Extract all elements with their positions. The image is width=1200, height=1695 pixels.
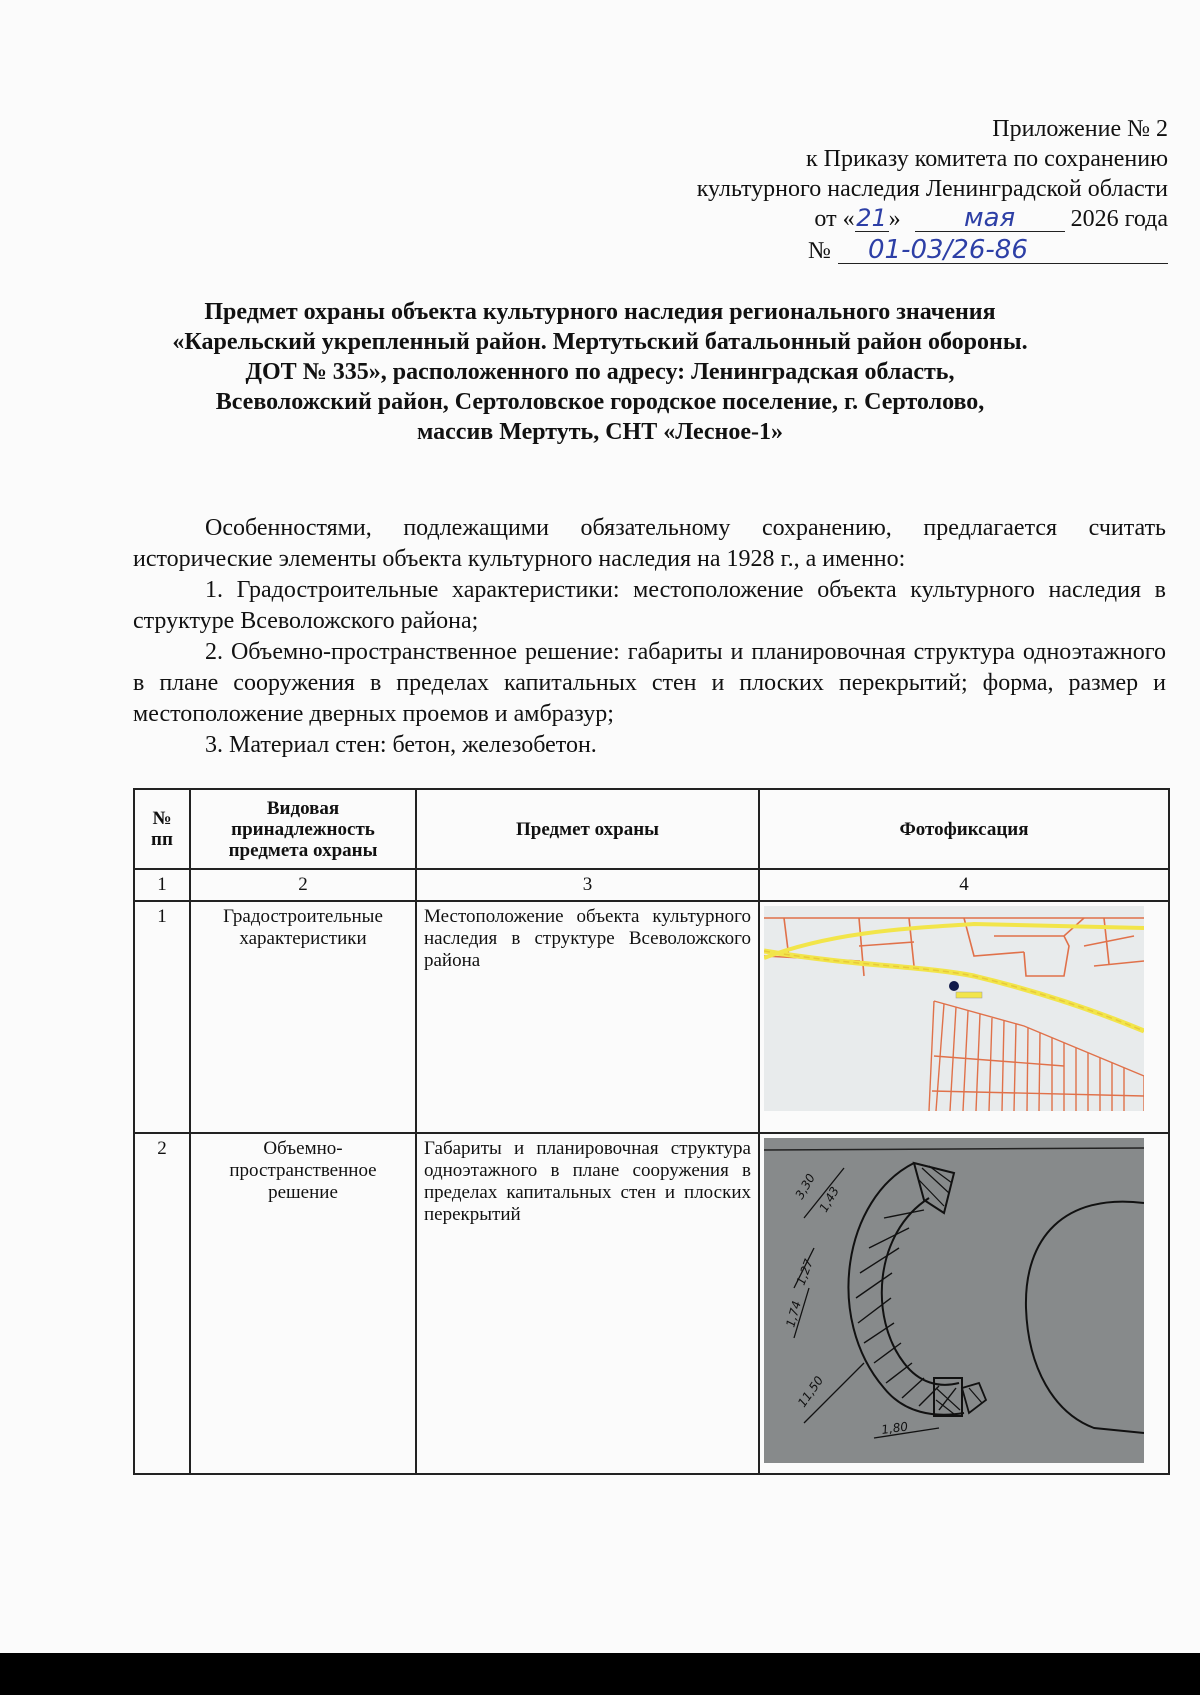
row-number: 1 xyxy=(134,901,190,1133)
dimension-label: 1,74 xyxy=(783,1299,804,1329)
object-location-marker xyxy=(949,981,959,991)
dimension-label: 1,43 xyxy=(816,1184,842,1215)
dimension-label: 1,80 xyxy=(880,1419,909,1437)
row-category: Объемно-пространственное решение xyxy=(190,1133,416,1474)
date-day: 21 xyxy=(856,204,887,232)
date-month: мая xyxy=(915,205,1065,232)
title-line-4: Всеволожский район, Сертоловское городское поселение, г. Сертолово, xyxy=(215,389,985,415)
protection-table xyxy=(133,788,1170,1475)
date-year: 2026 года xyxy=(1070,206,1168,232)
column-number-row xyxy=(134,869,1169,901)
row-category: Градостроительные характеристики xyxy=(190,901,416,1133)
item-3: 3. Материал стен: бетон, железобетон. xyxy=(205,732,597,758)
col-number: 4 xyxy=(759,869,1169,901)
date-mid: » xyxy=(888,206,901,232)
appendix-number: Приложение № 2 xyxy=(992,116,1168,142)
intro-paragraph: Особенностями, подлежащими обязательному сохранению, предлагается считать исторические элементы объекта культурного наследия на 1928 г., а именно: xyxy=(133,515,1166,572)
appendix-committee-line: культурного наследия Ленинградской области xyxy=(696,176,1168,202)
row-number: 2 xyxy=(134,1133,190,1474)
table-header-row xyxy=(134,789,1169,869)
dimension-label: 3,30 xyxy=(792,1171,818,1202)
title-line-5: массив Мертуть, СНТ «Лесное-1» xyxy=(416,419,784,445)
col-number: 2 xyxy=(190,869,416,901)
item-2: 2. Объемно-пространственное решение: габариты и планировочная структура одноэтажного в плане сооружения в пределах капитальных стен и плоских перекрытий; форма, размер и местоположение дверных проемов и амбразур; xyxy=(133,639,1166,727)
item-1: 1. Градостроительные характеристики: местоположение объекта культурного наследия в структуре Всеволожского района; xyxy=(133,577,1166,634)
document-title xyxy=(100,297,1100,447)
number-value: 01-03/26-86 xyxy=(838,237,1168,264)
floor-plan-photo xyxy=(759,1133,1169,1474)
order-number xyxy=(568,236,1168,268)
date-prefix: от « xyxy=(814,206,855,232)
col-number: 1 xyxy=(134,869,190,901)
appendix-header xyxy=(568,114,1168,268)
title-line-3: ДОТ № 335», расположенного по адресу: Ленинградская область, xyxy=(245,359,955,385)
body-text xyxy=(133,513,1166,761)
header-photo: Фотофиксация xyxy=(759,789,1169,869)
title-line-2: «Карельский укрепленный район. Мертутьский батальонный район обороны. xyxy=(172,329,1028,355)
dimension-label: 11,50 xyxy=(794,1373,827,1410)
dimension-label: 1,27 xyxy=(793,1257,816,1288)
table-row xyxy=(134,901,1169,1133)
table-row xyxy=(134,1133,1169,1474)
col-number: 3 xyxy=(416,869,759,901)
location-map-photo xyxy=(759,901,1169,1133)
title-line-1: Предмет охраны объекта культурного наследия регионального значения xyxy=(204,299,996,325)
floor-plan-image xyxy=(764,1138,1144,1463)
appendix-order-line: к Приказу комитета по сохранению xyxy=(805,146,1168,172)
order-date xyxy=(568,204,1168,236)
number-label: № xyxy=(808,238,831,264)
row-subject: Местоположение объекта культурного наследия в структуре Всеволожского района xyxy=(416,901,759,1133)
header-num: № пп xyxy=(134,789,190,869)
location-map-image xyxy=(764,906,1144,1111)
header-category: Видовая принадлежность предмета охраны xyxy=(190,789,416,869)
header-subject: Предмет охраны xyxy=(416,789,759,869)
row-subject: Габариты и планировочная структура одноэтажного в плане сооружения в пределах капитальных стен и плоских перекрытий xyxy=(416,1133,759,1474)
scan-bottom-edge xyxy=(0,1653,1200,1695)
